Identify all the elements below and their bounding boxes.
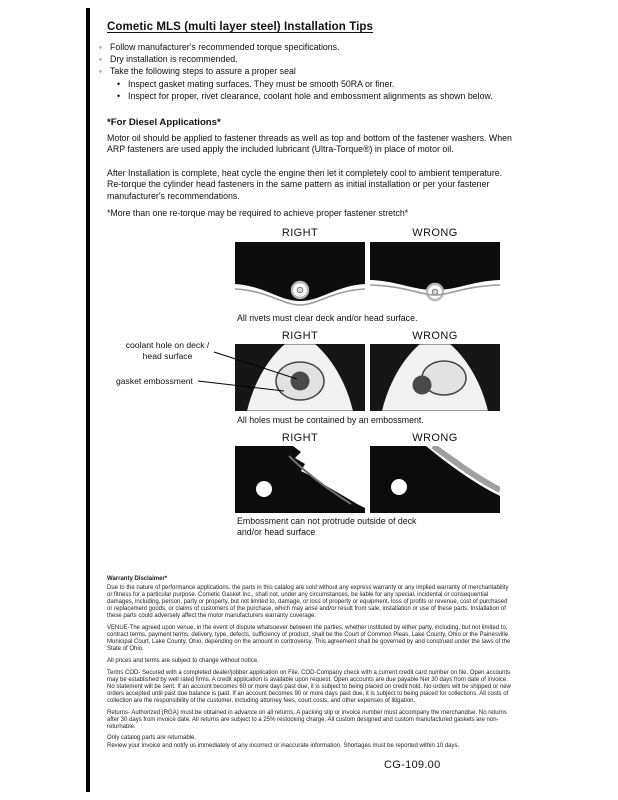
tip-text: Follow manufacturer's recommended torque specifications. xyxy=(110,42,340,52)
bullet-circle-marker: ◦ xyxy=(99,42,103,52)
coolant-hole-callout: coolant hole on deck / head surface xyxy=(125,340,210,361)
disclaimer-heading: Warranty Disclaimer* xyxy=(107,576,168,582)
diesel-paragraph-1: Motor oil should be applied to fastener threads as well as top and bottom of the fastener washers. When ARP fasteners are used apply the included lubricant (Ultra-Torque®) in place of motor oil. xyxy=(107,133,512,155)
tip-text: Inspect gasket mating surfaces. They must be smooth 50RA or finer. xyxy=(128,78,395,89)
diagram-caption: All holes must be contained by an embossment. xyxy=(237,415,424,425)
tips-list xyxy=(99,41,523,102)
disclaimer-paragraph: Due to the nature of performance applications, the parts in this catalog are sold without any express warranty or any implied warranty of merchantability or fitness for a particular purpose. Cometic Gasket Inc., shall not, under any circumstances, be liable for any special, incidental or consequential damages, including, person, party or property, but not limited to, damage, or loss of property or equipment, loss of profits or revenue, cost of purchased or replacement goods, or claims of customers of the purchase, which may arise and/or result from sale, installation or use of these parts. Installation of these parts could adversely affect the motor manufacturers warranty coverage. xyxy=(107,585,509,620)
diesel-paragraph-2: After Installation is complete, heat cycle the engine then let it completely cool to ambient temperature. Re-torque the cylinder head fasteners in the same pattern as initial installation or per your fastener manufacturer's recommendations. xyxy=(107,168,503,201)
right-label: RIGHT xyxy=(281,432,319,444)
diagram-embossment-wrong xyxy=(370,446,500,513)
list-item xyxy=(99,41,523,53)
page-code: CG-109.00 xyxy=(384,759,441,771)
wrong-label: WRONG xyxy=(412,330,458,342)
diagram-rivet-right xyxy=(235,242,365,309)
page-title: Cometic MLS (multi layer steel) Installation Tips xyxy=(107,21,374,33)
tip-text: Inspect for proper, rivet clearance, coolant hole and embossment alignments as shown below. xyxy=(128,90,493,101)
gasket-embossment-callout: gasket embossment xyxy=(116,376,193,386)
diagram-hole-right xyxy=(235,344,365,411)
diesel-heading: *For Diesel Applications* xyxy=(107,117,221,128)
disclaimer-paragraph: Terms COD- Secured with a completed dealer/jobber application on File, COD-Company check with a current credit card number on file. Open accounts may be established by well rated firms. A credit application is available upon request. Open accounts are due payable Net 30 days from date of invoice. No statement will be sent. If an account becomes 60 or more days past due, it is subject to being placed on credit hold. No orders will be shipped or new orders accepted until past due balance is paid. If an account becomes 90 or more days past due, it is subject to being placed for collections. All costs of collection are the responsibility of the customer, including attorney fees, court costs, and other expenses of litigation. xyxy=(107,669,511,704)
diagram-embossment-right xyxy=(235,446,365,513)
disclaimer-paragraph: Returns- Authorized (RGA) must be obtained in advance on all returns. A packing slip or invoice number must accompany the merchandise. No returns after 30 days from invoice date. All returns are subject to a 25% restocking charge. All custom designed and custom manufactured gaskets are non-returnable. xyxy=(107,709,507,730)
warranty-disclaimer xyxy=(107,576,514,755)
list-item xyxy=(117,78,523,90)
bullet-circle-marker: ◦ xyxy=(99,66,103,77)
right-label: RIGHT xyxy=(281,330,319,342)
disclaimer-paragraph: All prices and terms are subject to change without notice. xyxy=(107,657,259,664)
wrong-label: WRONG xyxy=(412,432,458,444)
right-label: RIGHT xyxy=(281,227,319,239)
list-item xyxy=(99,53,523,65)
diagram-caption: All rivets must clear deck and/or head surface. xyxy=(237,313,418,323)
diagram-rivet-wrong xyxy=(370,242,500,309)
diagram-hole-wrong xyxy=(370,344,500,411)
list-item xyxy=(99,65,523,77)
retorque-note: *More than one re-torque may be required to achieve proper fastener stretch* xyxy=(107,208,409,218)
list-item xyxy=(117,90,523,102)
bullet-dot-marker: • xyxy=(117,90,121,101)
diagram-caption: Embossment can not protrude outside of deck and/or head surface xyxy=(237,516,417,537)
tip-text: Take the following steps to assure a proper seal xyxy=(110,66,296,77)
wrong-label: WRONG xyxy=(412,227,458,239)
disclaimer-paragraph: VENUE-The agreed upon venue, in the event of dispute whatsoever between the parties, whether instituted by either party, including, but not limited to, contract terms, payment terms, delivery, type, defects, sufficiency of product, shall be the Court of Common Pleas, Lake County, Ohio or the Painesville Municipal Court, Lake County, Ohio, depending on the amount in controversy. This agreement shall be governed by and construed under the laws of the State of Ohio. xyxy=(107,625,511,653)
bullet-circle-marker: ◦ xyxy=(99,54,103,65)
bullet-dot-marker: • xyxy=(117,78,121,89)
left-border-rule xyxy=(86,8,90,792)
tip-text: Dry installation is recommended. xyxy=(110,54,238,65)
disclaimer-paragraph: Review your invoice and notify us immediately of any incorrect or inaccurate information. Shortages must be reported within 10 days. xyxy=(107,743,460,750)
disclaimer-paragraph: Only catalog parts are returnable. xyxy=(107,735,197,742)
